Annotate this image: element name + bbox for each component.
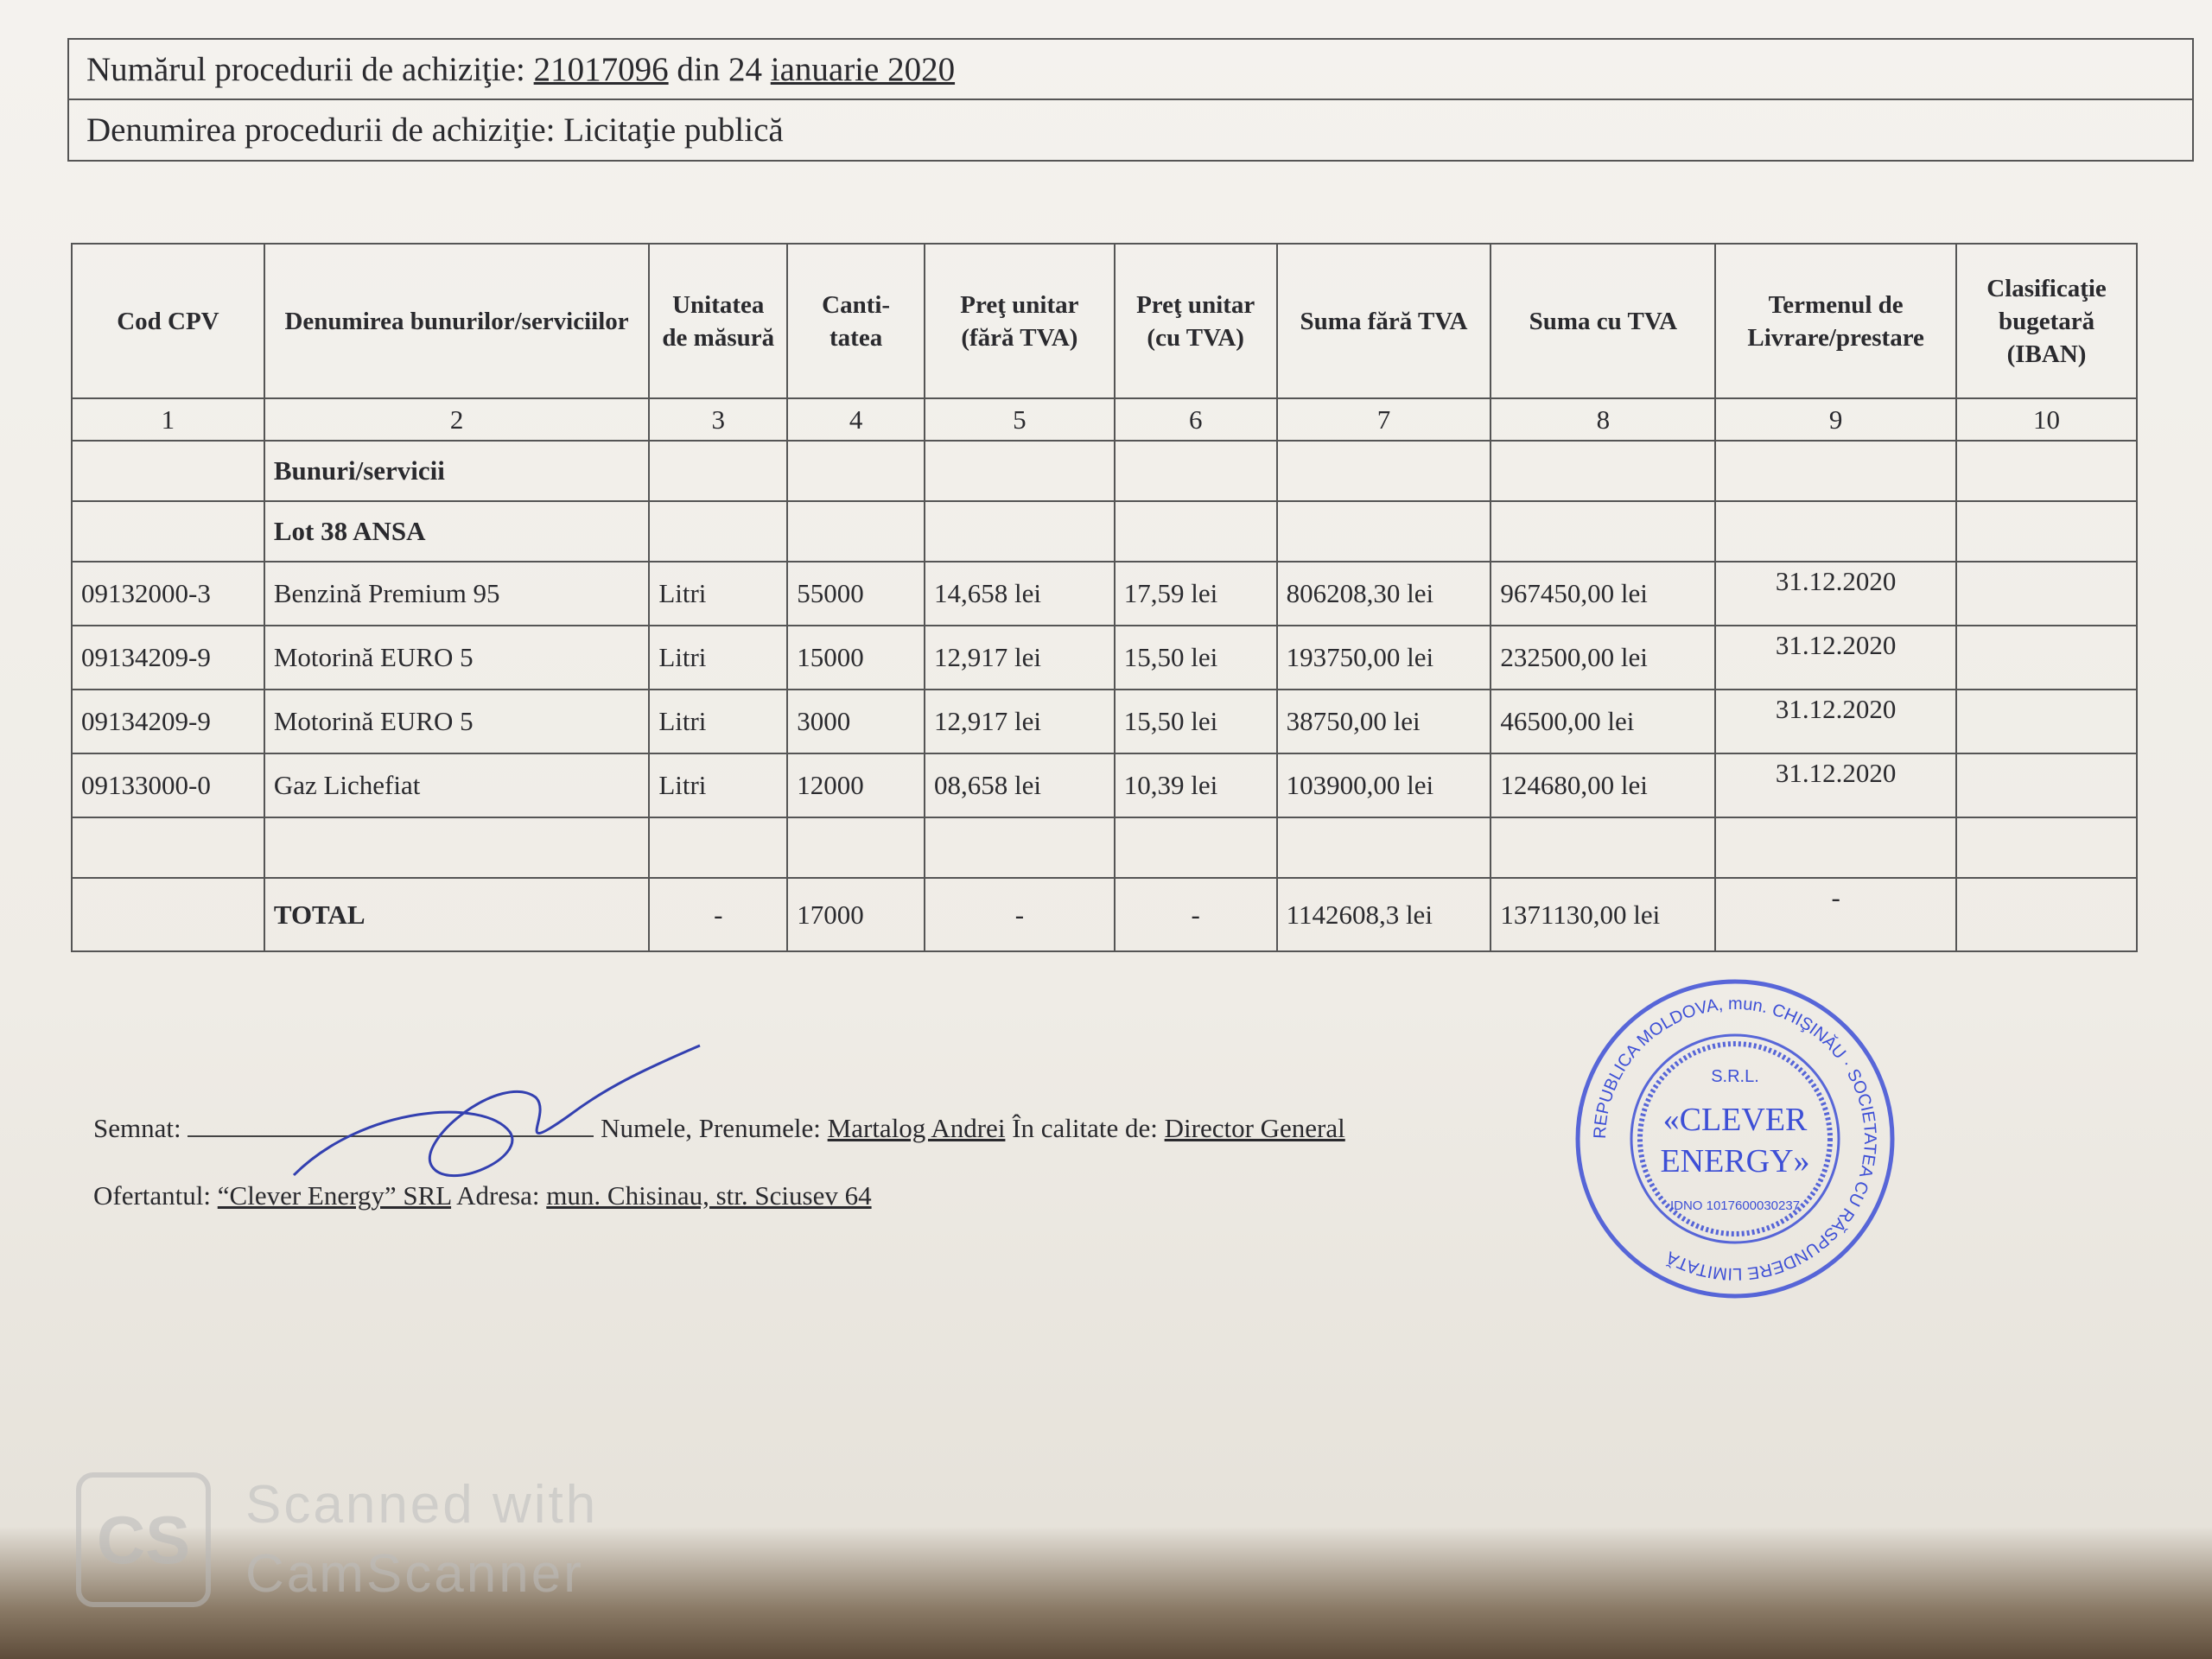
company-stamp <box>1573 976 1897 1301</box>
procedure-date-prefix: din 24 <box>677 51 762 88</box>
cell-term: 31.12.2020 <box>1715 562 1956 626</box>
total-term: - <box>1715 878 1956 951</box>
column-header: Preţ unitar (cu TVA) <box>1115 244 1277 398</box>
offer-table <box>71 243 2138 952</box>
cell-qty: 3000 <box>787 690 925 753</box>
stamp-name-2: ENERGY» <box>1660 1143 1810 1179</box>
handwritten-signature <box>285 1028 717 1201</box>
procedure-date-month: ianuarie 2020 <box>770 51 956 88</box>
cell-name: Motorină EURO 5 <box>264 690 649 753</box>
column-number: 10 <box>1956 398 2137 441</box>
cell-qty: 12000 <box>787 753 925 817</box>
procedure-number-row <box>69 40 2192 100</box>
total-unit: - <box>649 878 787 951</box>
table-row <box>72 690 2137 753</box>
total-price: - <box>925 878 1115 951</box>
cell-iban <box>1956 562 2137 626</box>
cell-cpv: 09134209-9 <box>72 626 264 690</box>
watermark-line-2: CamScanner <box>245 1544 584 1604</box>
cell-unit: Litri <box>649 562 787 626</box>
bidder-address: mun. Chisinau, str. Sciusev 64 <box>546 1180 872 1211</box>
cell-sum-vat: 124680,00 lei <box>1491 753 1715 817</box>
column-number: 1 <box>72 398 264 441</box>
column-number: 9 <box>1715 398 1956 441</box>
column-number: 2 <box>264 398 649 441</box>
column-number: 3 <box>649 398 787 441</box>
svg-text:REPUBLICA MOLDOVA, mun. CHIŞIN <box>1591 995 1879 1283</box>
table-row <box>72 753 2137 817</box>
name-label: Numele, Prenumele: <box>601 1113 821 1143</box>
column-number: 4 <box>787 398 925 441</box>
procedure-name-label: Denumirea procedurii de achiziţie: <box>86 111 556 149</box>
cell-cpv: 09134209-9 <box>72 690 264 753</box>
cell-price-vat: 17,59 lei <box>1115 562 1277 626</box>
watermark-line-1: Scanned with <box>245 1475 599 1535</box>
cell-name: Motorină EURO 5 <box>264 626 649 690</box>
signed-label: Semnat: <box>93 1113 181 1143</box>
cell-unit: Litri <box>649 626 787 690</box>
column-header: Unitatea de măsură <box>649 244 787 398</box>
column-header: Cod CPV <box>72 244 264 398</box>
bidder-label: Ofertantul: <box>93 1180 212 1211</box>
cell-iban <box>1956 626 2137 690</box>
cell-sum: 806208,30 lei <box>1277 562 1491 626</box>
column-header: Suma fără TVA <box>1277 244 1491 398</box>
total-row <box>72 878 2137 951</box>
stamp-name-1: «CLEVER <box>1662 1102 1808 1138</box>
cell-name: Benzină Premium 95 <box>264 562 649 626</box>
cell-price: 14,658 lei <box>925 562 1115 626</box>
column-header: Suma cu TVA <box>1491 244 1715 398</box>
cell-unit: Litri <box>649 690 787 753</box>
camscanner-watermark <box>76 1471 598 1609</box>
cell-sum-vat: 232500,00 lei <box>1491 626 1715 690</box>
cell-price: 12,917 lei <box>925 690 1115 753</box>
role-label: În calitate de: <box>1012 1113 1158 1143</box>
cell-qty: 15000 <box>787 626 925 690</box>
cell-price: 12,917 lei <box>925 626 1115 690</box>
cell-sum-vat: 967450,00 lei <box>1491 562 1715 626</box>
column-number-row <box>72 398 2137 441</box>
cell-sum: 38750,00 lei <box>1277 690 1491 753</box>
header-row <box>72 244 2137 398</box>
signature-line <box>93 1113 1345 1144</box>
procedure-number-label: Numărul procedurii de achiziţie: <box>86 51 525 88</box>
procedure-name: Licitaţie publică <box>563 111 784 149</box>
section-row <box>72 441 2137 501</box>
procedure-number: 21017096 <box>533 51 669 88</box>
procedure-name-row <box>69 100 2192 159</box>
cell-cpv: 09133000-0 <box>72 753 264 817</box>
stamp-idno: IDNO 1017600030237 <box>1669 1198 1801 1213</box>
bidder-name: “Clever Energy” SRL <box>217 1180 452 1211</box>
procedure-info-box <box>67 38 2194 162</box>
stamp-srl: S.R.L. <box>1711 1067 1759 1086</box>
camscanner-logo-icon: CS <box>76 1472 211 1607</box>
total-label: TOTAL <box>264 878 649 951</box>
column-header: Termenul de Livrare/prestare <box>1715 244 1956 398</box>
cell-unit: Litri <box>649 753 787 817</box>
cell-iban <box>1956 753 2137 817</box>
cell-price-vat: 15,50 lei <box>1115 690 1277 753</box>
stamp-outer-text: REPUBLICA MOLDOVA, mun. CHIŞINĂU · SOCIETATEA CU RĂSPUNDERE LIMITATĂ <box>1590 994 1880 1284</box>
cell-sum-vat: 46500,00 lei <box>1491 690 1715 753</box>
total-price-vat: - <box>1115 878 1277 951</box>
lot-row <box>72 501 2137 562</box>
lot-label: Lot 38 ANSA <box>264 501 649 562</box>
cell-term: 31.12.2020 <box>1715 626 1956 690</box>
table-row <box>72 626 2137 690</box>
total-sum: 1142608,3 lei <box>1277 878 1491 951</box>
cell-price-vat: 15,50 lei <box>1115 626 1277 690</box>
total-qty: 17000 <box>787 878 925 951</box>
column-number: 7 <box>1277 398 1491 441</box>
address-label: Adresa: <box>456 1180 540 1211</box>
column-number: 5 <box>925 398 1115 441</box>
cell-qty: 55000 <box>787 562 925 626</box>
table-row <box>72 562 2137 626</box>
column-number: 8 <box>1491 398 1715 441</box>
total-sum-vat: 1371130,00 lei <box>1491 878 1715 951</box>
cell-price-vat: 10,39 lei <box>1115 753 1277 817</box>
column-header: Canti-tatea <box>787 244 925 398</box>
empty-row <box>72 817 2137 878</box>
cell-term: 31.12.2020 <box>1715 690 1956 753</box>
signer-name: Martalog Andrei <box>827 1113 1006 1143</box>
cell-term: 31.12.2020 <box>1715 753 1956 817</box>
section-label: Bunuri/servicii <box>264 441 649 501</box>
column-header: Denumirea bunurilor/serviciilor <box>264 244 649 398</box>
cell-iban <box>1956 690 2137 753</box>
column-header: Preţ unitar (fără TVA) <box>925 244 1115 398</box>
column-number: 6 <box>1115 398 1277 441</box>
cell-price: 08,658 lei <box>925 753 1115 817</box>
cell-sum: 103900,00 lei <box>1277 753 1491 817</box>
cell-sum: 193750,00 lei <box>1277 626 1491 690</box>
signer-role: Director General <box>1164 1113 1345 1143</box>
column-header: Clasificaţie bugetară (IBAN) <box>1956 244 2137 398</box>
cell-name: Gaz Lichefiat <box>264 753 649 817</box>
cell-cpv: 09132000-3 <box>72 562 264 626</box>
